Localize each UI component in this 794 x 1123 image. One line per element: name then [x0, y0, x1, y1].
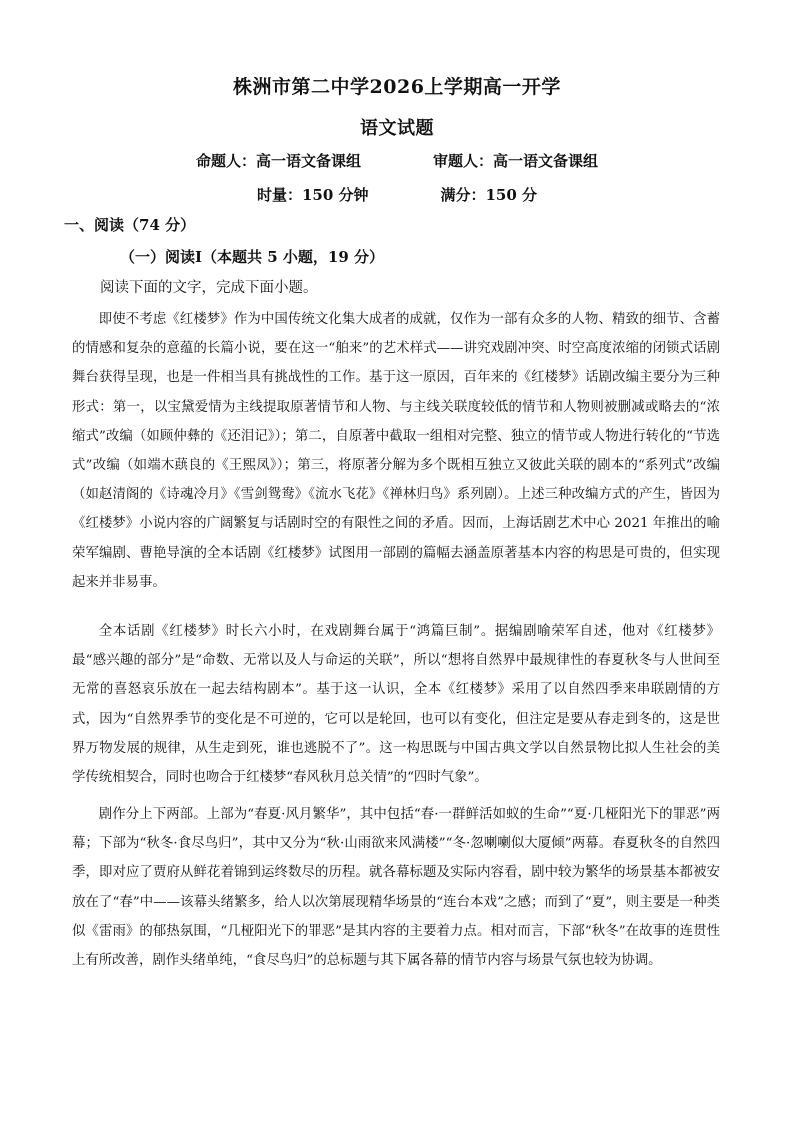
passage-paragraph-1 — [72, 305, 720, 597]
setter-label: 命题人：高一语文备课组 — [195, 152, 361, 170]
authors-row — [0, 150, 794, 171]
instruction-text: 阅读下面的文字，完成下面小题。 — [100, 280, 318, 296]
exam-subject: 语文试题 — [360, 118, 434, 139]
passage-paragraph-2 — [72, 617, 720, 792]
paragraph-text: 全本话剧《红楼梦》时长六小时，在戏剧舞台属于“鸿篇巨制”。据编剧喻荣军自述，他对《红楼梦》最“感兴趣的部分”是“命数、无常以及人与命运的关联”，所以“想将自然界中最规律性的春夏秋冬与人世间至无常的喜怒哀乐放在一起去结构剧本”。基于这一认识，全本《红楼梦》采用了以自然四季来串联剧情的方式，因为“自然界季节的变化是不可逆的，它可以是轮回，也可以有变化，但注定是要从春走到冬的，这是世界万物发展的规律，从生走到死，谁也逃脱不了”。这一构思既与中国古典文学以自然景物比拟人生社会的美学传统相契合，同时也吻合于红楼梦“春风秋月总关情”的“四时气象”。 — [72, 624, 720, 786]
exam-title: 株洲市第二中学2026上学期高一开学 — [233, 76, 561, 98]
section-heading-reading: 一、阅读（74 分） — [64, 216, 196, 234]
reviewer-label: 审题人：高一语文备课组 — [433, 152, 599, 170]
time-label: 时量：150 分钟 — [256, 186, 369, 204]
subsection-heading-reading-1: （一）阅读Ⅰ（本题共 5 小题，19 分） — [120, 248, 384, 266]
time-score-row — [0, 184, 794, 205]
passage-paragraph-3 — [72, 800, 720, 975]
paragraph-text: 即使不考虑《红楼梦》作为中国传统文化集大成者的成就，仅作为一部有众多的人物、精致的细节、含蓄的情感和复杂的意蕴的长篇小说，要在这一“舶来”的艺术样式——讲究戏剧冲突、时空高度浓缩的闭锁式话剧舞台获得呈现，也是一件相当具有挑战性的工作。基于这一原因，百年来的《红楼梦》话剧改编主要分为三种形式：第一，以宝黛爱情为主线提取原著情节和人物、与主线关联度较低的情节和人物则被删减或略去的“浓缩式”改编（如顾仲彝的《还泪记》）；第二，自原著中截取一组相对完整、独立的情节或人物进行转化的“节选式”改编（如端木蕻良的《王熙凤》）；第三，将原著分解为多个既相互独立又彼此关联的剧本的“系列式”改编（如赵清阁的《诗魂冷月》《雪剑鸳鸯》《流水飞花》《禅林归鸟》系列剧）。上述三种改编方式的产生，皆因为《红楼梦》小说内容的广阔繁复与话剧时空的有限性之间的矛盾。因而，上海话剧艺术中心 2021 年推出的喻荣军编剧、曹艳导演的全本话剧《红楼梦》试图用一部剧的篇幅去涵盖原著基本内容的构思是可贵的，但实现起来并非易事。 — [72, 312, 720, 590]
paragraph-text: 剧作分上下两部。上部为“春夏·风月繁华”，其中包括“春·一群鲜活如蚁的生命”“夏·几桠阳光下的罪恶”两幕；下部为“秋冬·食尽鸟归”，其中又分为“秋·山雨欲来风满楼”“冬·忽喇喇似大厦倾”两幕。春夏秋冬的自然四季，即对应了贾府从鲜花着锦到运终数尽的历程。就各幕标题及实际内容看，剧中较为繁华的场景基本都被安放在了“春”中——该幕头绪繁多，给人以次第展现精华场景的“连台本戏”之感；而到了“夏”，则主要是一种类似《雷雨》的郁热氛围，“几桠阳光下的罪恶”是其内容的主要着力点。相对而言，下部“秋冬”在故事的连贯性上有所改善，剧作头绪单纯，“食尽鸟归”的总标题与其下属各幕的情节内容与场景气氛也较为协调。 — [72, 807, 720, 969]
score-label: 满分：150 分 — [440, 186, 538, 204]
